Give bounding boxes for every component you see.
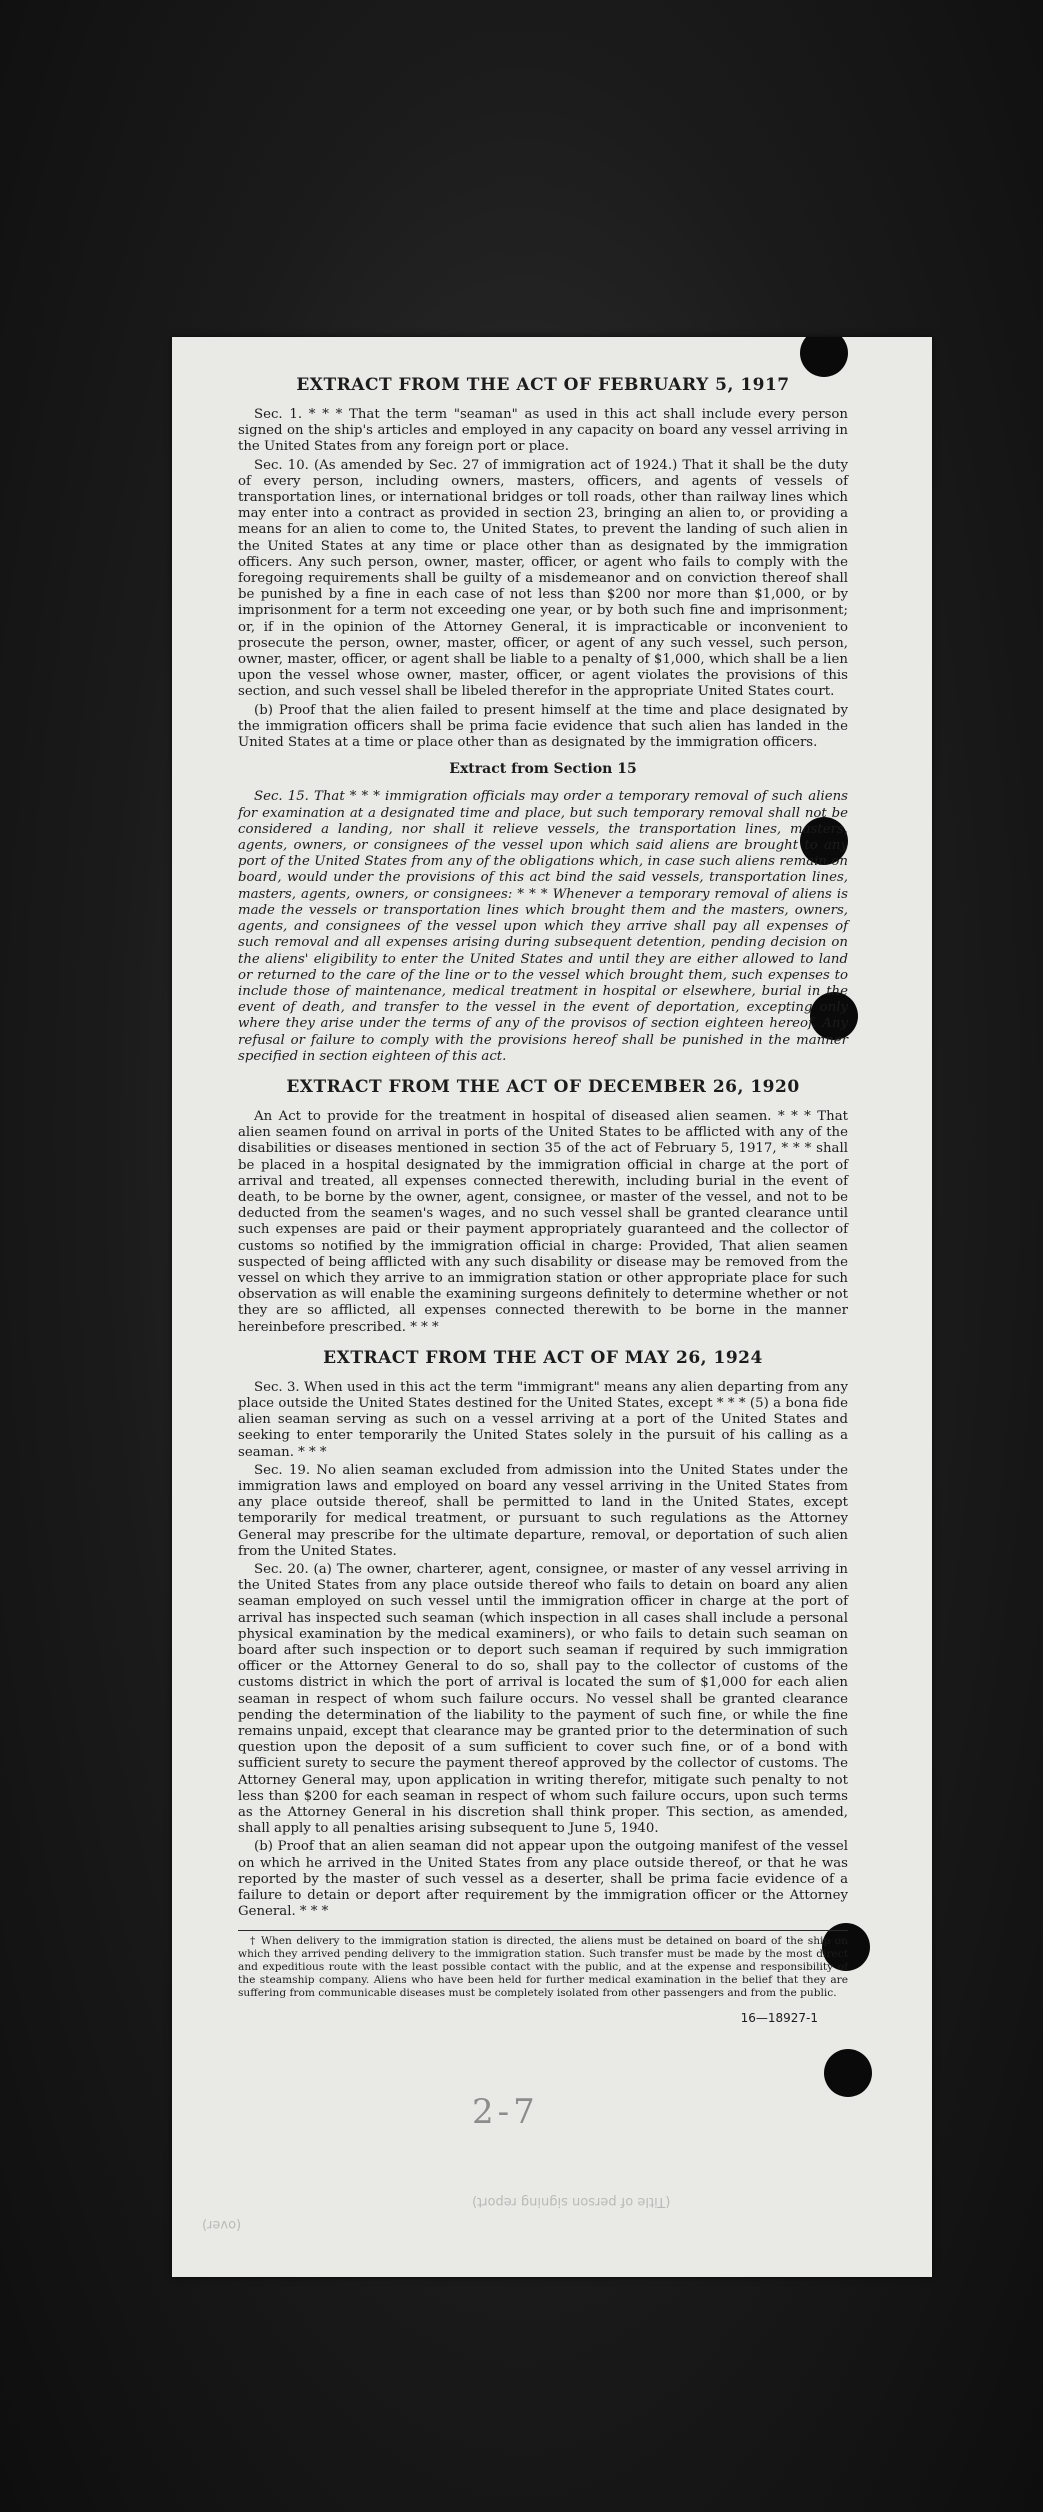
footnote	[238, 1930, 848, 2000]
form-code: 16—18927-1	[740, 2011, 818, 2026]
heading-act-1924: EXTRACT FROM THE ACT OF MAY 26, 1924	[323, 1347, 763, 1368]
paragraph-sec-19: Sec. 19. No alien seaman excluded from admission into the United States under the immigration laws and employed on board any vessel arriving in the United States from any place outside thereof, shall be permitted to land in the United States, except temporarily for medical treatment, or pursuant to such regulations as the Attorney General may prescribe for the ultimate departure, removal, or deportation of such alien from the United States.	[238, 1462, 848, 1559]
handwritten-mark: 2-7	[472, 2092, 539, 2132]
document-body	[238, 375, 848, 2027]
paragraph-sec-15: Sec. 15. That * * * immigration officials may order a temporary removal of such aliens for examination at a designated time and place, but such temporary removal shall not be considered a landing, nor shall it relieve vessels, the transportation lines, masters, agents, owners, or consignees of the vessel upon which said aliens are brought to any port of the United States from any of the obligations which, in case such aliens remain on board, would under the provisions of this act bind the said vessels, transportation lines, masters, agents, owners, or consignees: * * * Whenever a temporary removal of aliens is made the vessels or transportation lines which brought them and the masters, owners, agents, and consignees of the vessel upon which they arrive shall pay all expenses of such removal and all expenses arising during subsequent detention, pending decision on the aliens' eligibility to enter the United States and until they are either allowed to land or returned to the care of the line or to the vessel which brought them, such expenses to include those of maintenance, medical treatment in hospital or elsewhere, burial in the event of death, and transfer to the vessel in the event of deportation, excepting only where they arise under the terms of any of the provisos of section eighteen hereof. Any refusal or failure to comply with the provisions hereof shall be punished in the manner specified in section eighteen of this act.	[238, 789, 848, 1064]
heading-act-1917: EXTRACT FROM THE ACT OF FEBRUARY 5, 1917	[296, 375, 790, 395]
document-page	[172, 337, 932, 2277]
paragraph-sec-1: Sec. 1. * * * That the term "seaman" as used in this act shall include every person signed on the ship's articles and employed in any capacity on board any vessel arriving in the United States from any foreign port or place.	[238, 407, 848, 455]
paragraph-sec-20-a: Sec. 20. (a) The owner, charterer, agent, consignee, or master of any vessel arriving in the United States from any place outside thereof who fails to detain on board any alien seaman employed on such vessel until the immigration officer in charge at the port of arrival has inspected such seaman (which inspection in all cases shall include a personal physical examination by the medical examiners), or who fails to detain such seaman on board after such inspection or to deport such seaman if required by such immigration officer or the Attorney General to do so, shall pay to the collector of customs of the customs district in which the port of arrival is located the sum of $1,000 for each alien seaman in respect of whom such failure occurs. No vessel shall be granted clearance pending the determination of the liability to the payment of such fine, or while the fine remains unpaid, except that clearance may be granted prior to the determination of such question upon the deposit of a sum sufficient to cover such fine, or of a bond with sufficient surety to secure the payment thereof approved by the collector of customs. The Attorney General may, upon application in writing therefor, mitigate such penalty to not less than $200 for each seaman in respect of whom such failure occurs, upon such terms as the Attorney General in his discretion shall think proper. This section, as amended, shall apply to all penalties arising subsequent to June 5, 1940.	[238, 1562, 848, 1837]
paragraph-sec-20-b: (b) Proof that an alien seaman did not appear upon the outgoing manifest of the vessel on which he arrived in the United States from any place outside thereof, or that he was reported by the master of such vessel as a deserter, shall be prima facie evidence of a failure to detain or deport after requirement by the immigration officer or the Attorney General. * * *	[238, 1839, 848, 1920]
paragraph-sec-3: Sec. 3. When used in this act the term "immigrant" means any alien departing from any place outside the United States destined for the United States, except * * * (5) a bona fide alien seaman serving as such on a vessel arriving at a port of the United States and seeking to enter temporarily the United States solely in the pursuit of his calling as a seaman. * * *	[238, 1379, 848, 1460]
paragraph-act-1920: An Act to provide for the treatment in hospital of diseased alien seamen. * * * That alien seamen found on arrival in ports of the United States to be afflicted with any of the disabilities or diseases mentioned in section 35 of the act of February 5, 1917, * * * shall be placed in a hospital designated by the immigration official in charge at the port of arrival and treated, all expenses connected therewith, including burial in the event of death, to be borne by the owner, agent, consignee, or master of the vessel, and not to be deducted from the seamen's wages, and no such vessel shall be granted clearance until such expenses are paid or their payment appropriately guaranteed and the collector of customs so notified by the immigration official in charge: Provided, That alien seamen suspected of being afflicted with any such disability or disease may be removed from the vessel on which they arrive to an immigration station or other appropriate place for such observation as will enable the examining surgeons definitely to determine whether or not they are so afflicted, all expenses connected therewith to be borne in the manner hereinbefore prescribed. * * *	[238, 1108, 848, 1335]
paragraph-sec-10-b: (b) Proof that the alien failed to present himself at the time and place designated by the immigration officers shall be prima facie evidence that such alien has landed in the United States at a time or place other than as designated by the immigration officers.	[238, 702, 848, 751]
paragraph-sec-10: Sec. 10. (As amended by Sec. 27 of immigration act of 1924.) That it shall be the duty of every person, including owners, masters, officers, and agents of vessels of transportation lines, or international bridges or toll roads, other than railway lines which may enter into a contract as provided in section 23, bringing an alien to, or providing a means for an alien to come to, the United States, to prevent the landing of such alien in the United States at any time or place other than as designated by the immigration officers. Any such person, owner, master, officer, or agent who fails to comply with the foregoing requirements shall be guilty of a misdemeanor and on conviction thereof shall be punished by a fine in each case of not less than $200 nor more than $1,000, or by imprisonment for a term not exceeding one year, or by both such fine and imprisonment; or, if in the opinion of the Attorney General, it is impracticable or inconvenient to prosecute the person, owner, master, officer, or agent of any such vessel, such person, owner, master, officer, or agent shall be liable to a penalty of $1,000, which shall be a lien upon the vessel whose owner, master, officer, or agent violates the provisions of this section, and such vessel shall be libeled therefor in the appropriate United States court.	[238, 457, 848, 700]
bleed-through-text: (over)	[202, 2217, 242, 2232]
heading-section-15: Extract from Section 15	[449, 761, 637, 778]
punch-hole	[800, 337, 848, 377]
heading-act-1920: EXTRACT FROM THE ACT OF DECEMBER 26, 1920	[286, 1076, 800, 1097]
footnote-text: † When delivery to the immigration station is directed, the aliens must be detained on board of the ship on which they arrived pending delivery to the immigration station. Such transfer must be made by the most direct and expeditious route with the least possible contact with the public, and at the expense and responsibility of the steamship company. Aliens who have been held for further medical examination in the belief that they are suffering from communicable diseases must be completely isolated from other passengers and from the public.	[238, 1935, 848, 2000]
bleed-through-text: (Title of person signing report)	[472, 2194, 671, 2209]
punch-hole	[824, 2049, 872, 2097]
